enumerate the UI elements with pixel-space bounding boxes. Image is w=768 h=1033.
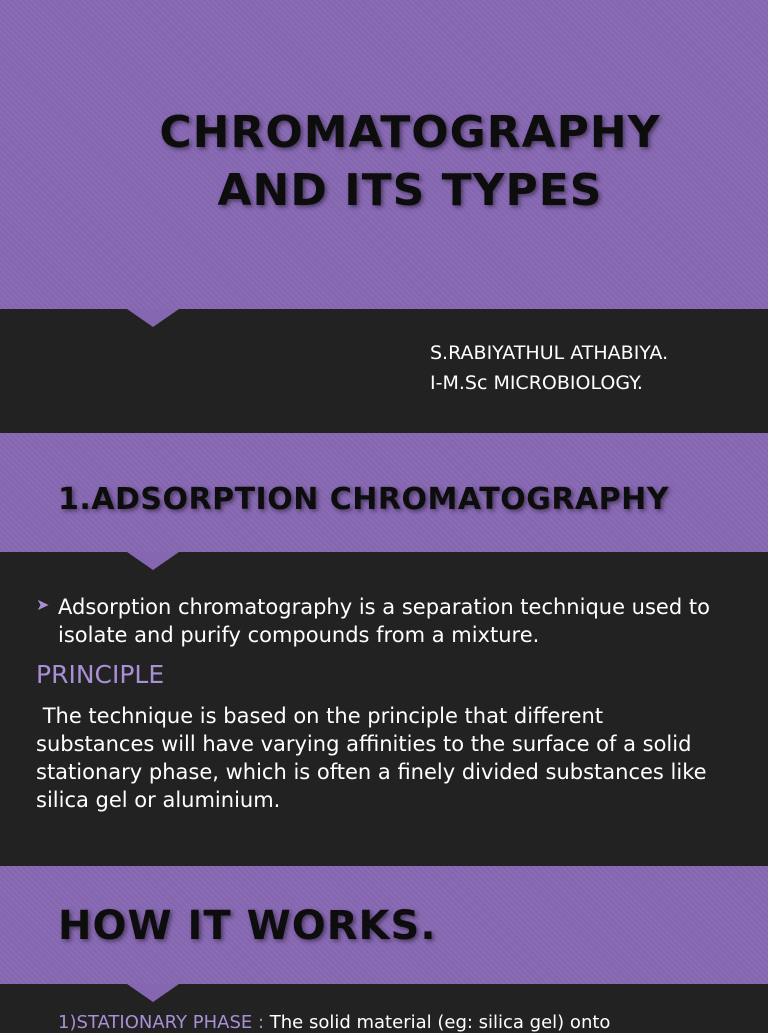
principle-heading: PRINCIPLE <box>36 660 165 689</box>
bullet-text: Adsorption chromatography is a separation technique used to isolate and purify compounds from a mixture. <box>58 595 710 647</box>
author-course: I-M.Sc MICROBIOLOGY. <box>430 372 643 394</box>
header-notch <box>127 552 179 570</box>
step-label: 1)STATIONARY PHASE : <box>58 1012 265 1033</box>
header-notch <box>127 309 179 327</box>
title-line-2: AND ITS TYPES <box>217 165 603 216</box>
header-notch <box>127 984 179 1002</box>
principle-text: The technique is based on the principle that different substances will have varying affinities to the surface of a solid stationary phase, which is often a finely divided substances like silica gel or aluminium. <box>36 704 714 812</box>
author-name: S.RABIYATHUL ATHABIYA. <box>430 342 669 364</box>
adsorption-heading: 1.ADSORPTION CHROMATOGRAPHY <box>58 482 669 517</box>
step-item <box>58 1012 610 1033</box>
arrow-bullet-icon: ➤ <box>36 595 50 614</box>
author-block <box>430 338 668 398</box>
title-line-1: CHROMATOGRAPHY <box>159 107 661 158</box>
presentation-title <box>110 104 710 220</box>
step-text: The solid material (eg: silica gel) onto <box>264 1012 611 1033</box>
how-it-works-heading: HOW IT WORKS. <box>58 903 437 949</box>
